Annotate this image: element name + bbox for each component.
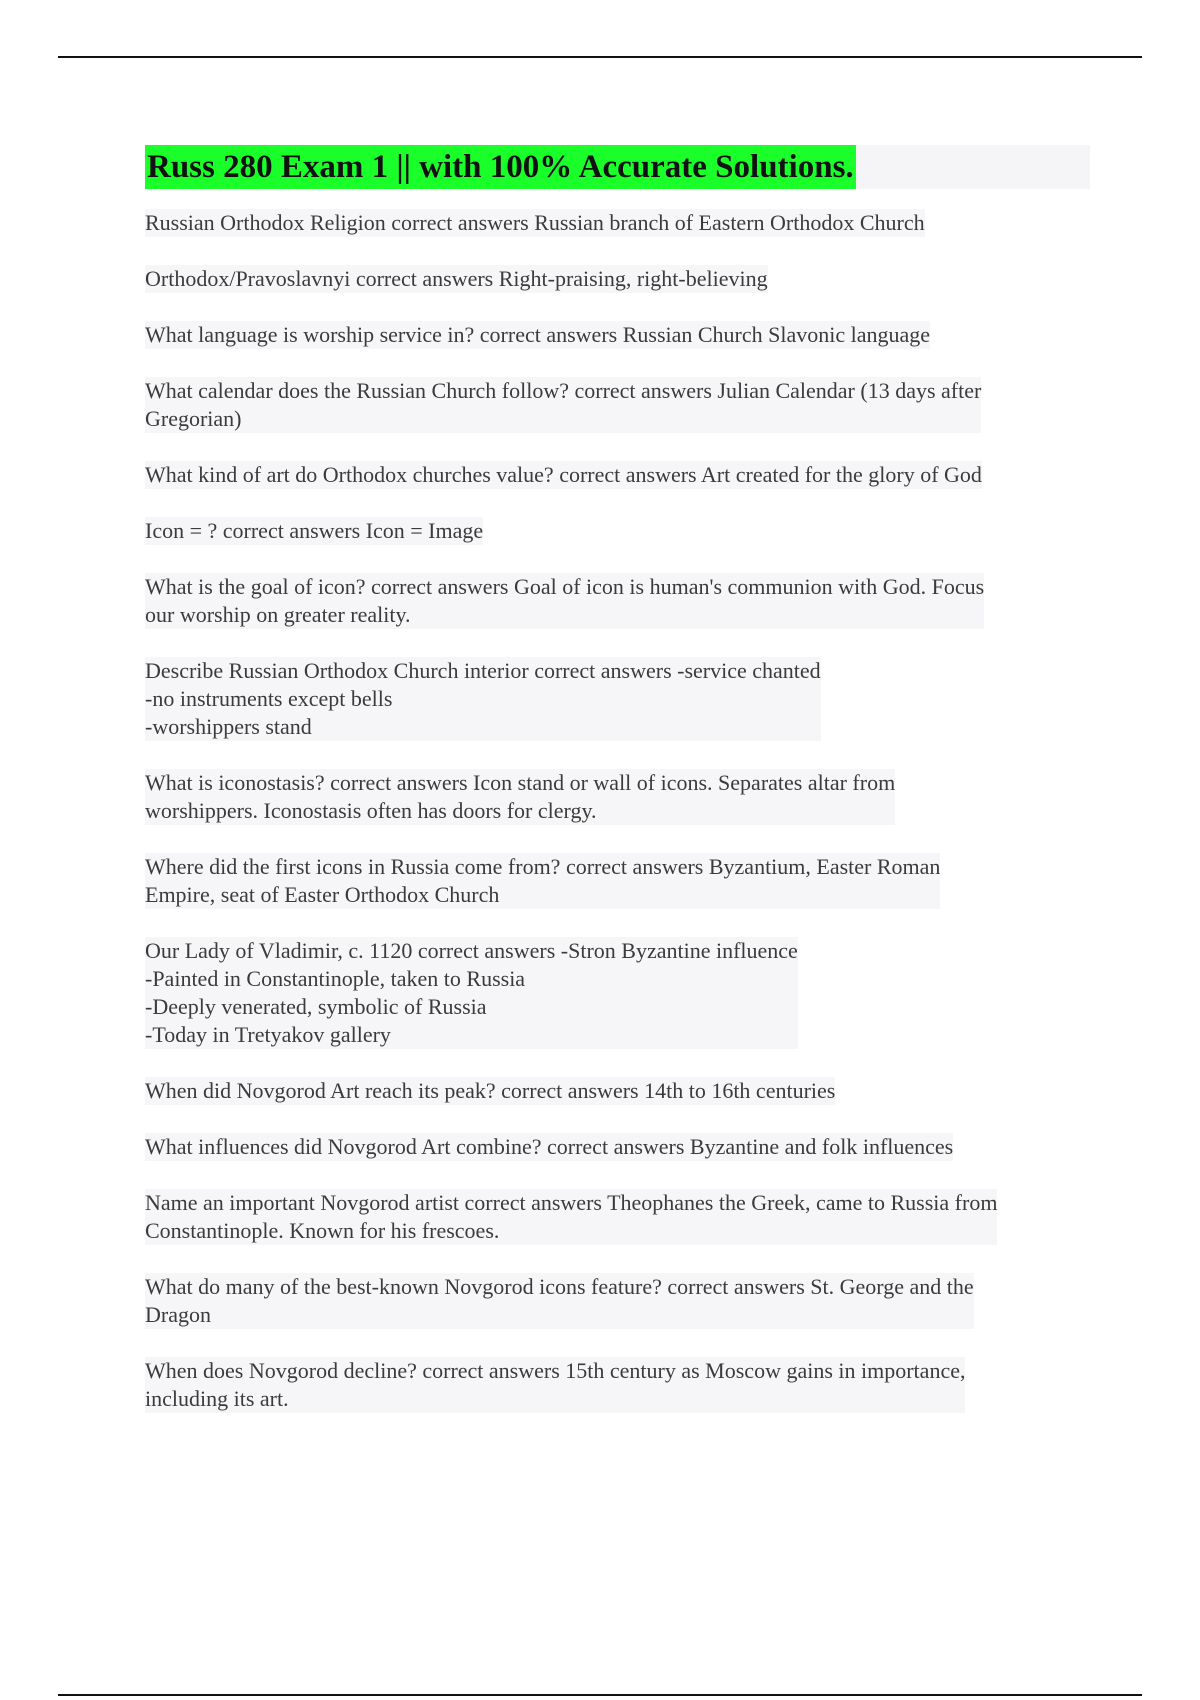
qa-text-block	[145, 1357, 965, 1413]
qa-text-block	[145, 517, 483, 545]
qa-text-block	[145, 657, 821, 741]
qa-line: Icon = ? correct answers Icon = Image	[145, 518, 484, 543]
title-bar	[145, 145, 1090, 189]
qa-entry	[145, 377, 1090, 461]
qa-line: When does Novgorod decline? correct answers 15th century as Moscow gains in importance,	[145, 1358, 966, 1383]
page-bottom-rule	[58, 1694, 1142, 1696]
qa-entry	[145, 209, 1090, 265]
qa-entry	[145, 1189, 1090, 1273]
qa-text-block	[145, 377, 981, 433]
qa-entry	[145, 321, 1090, 377]
qa-text-block	[145, 1133, 953, 1161]
qa-text-block	[145, 573, 984, 629]
qa-text-block	[145, 937, 798, 1049]
qa-entry	[145, 517, 1090, 573]
qa-line: -Today in Tretyakov gallery	[145, 1022, 391, 1047]
qa-text-block	[145, 1077, 835, 1105]
qa-line: Constantinople. Known for his frescoes.	[145, 1218, 500, 1243]
document-body	[145, 145, 1090, 1441]
qa-line: What influences did Novgorod Art combine? correct answers Byzantine and folk influences	[145, 1134, 954, 1159]
page-top-rule	[58, 56, 1142, 58]
qa-text-block	[145, 769, 895, 825]
qa-line: What do many of the best-known Novgorod icons feature? correct answers St. George and the	[145, 1274, 974, 1299]
qa-text-block	[145, 1189, 997, 1245]
qa-line: Our Lady of Vladimir, c. 1120 correct answers -Stron Byzantine influence	[145, 938, 798, 963]
qa-line: What language is worship service in? correct answers Russian Church Slavonic language	[145, 322, 931, 347]
qa-line: Orthodox/Pravoslavnyi correct answers Right-praising, right-believing	[145, 266, 768, 291]
qa-line: When did Novgorod Art reach its peak? correct answers 14th to 16th centuries	[145, 1078, 836, 1103]
qa-entry	[145, 1273, 1090, 1357]
qa-line: Name an important Novgorod artist correct answers Theophanes the Greek, came to Russia from	[145, 1190, 998, 1215]
qa-line: including its art.	[145, 1386, 289, 1411]
qa-line: our worship on greater reality.	[145, 602, 411, 627]
qa-entry	[145, 657, 1090, 769]
qa-line: worshippers. Iconostasis often has doors for clergy.	[145, 798, 597, 823]
qa-text-block	[145, 209, 925, 237]
qa-entry	[145, 265, 1090, 321]
document-title: Russ 280 Exam 1 || with 100% Accurate Solutions.	[145, 145, 856, 189]
qa-text-block	[145, 853, 940, 909]
qa-line: -Deeply venerated, symbolic of Russia	[145, 994, 487, 1019]
qa-entry	[145, 461, 1090, 517]
qa-line: What is iconostasis? correct answers Icon stand or wall of icons. Separates altar from	[145, 770, 896, 795]
qa-text-block	[145, 1273, 974, 1329]
qa-line: -worshippers stand	[145, 714, 312, 739]
qa-line: -Painted in Constantinople, taken to Russia	[145, 966, 526, 991]
qa-entry	[145, 1133, 1090, 1189]
qa-text-block	[145, 265, 768, 293]
qa-entry	[145, 937, 1090, 1077]
qa-line: Describe Russian Orthodox Church interior correct answers -service chanted	[145, 658, 821, 683]
qa-line: What calendar does the Russian Church follow? correct answers Julian Calendar (13 days after	[145, 378, 982, 403]
qa-line: Dragon	[145, 1302, 211, 1327]
qa-line: What is the goal of icon? correct answers Goal of icon is human's communion with God. Focus	[145, 574, 985, 599]
qa-entry	[145, 1357, 1090, 1441]
qa-entry	[145, 853, 1090, 937]
qa-line: -no instruments except bells	[145, 686, 393, 711]
qa-line: Where did the first icons in Russia come from? correct answers Byzantium, Easter Roman	[145, 854, 941, 879]
qa-line: Empire, seat of Easter Orthodox Church	[145, 882, 500, 907]
qa-entry	[145, 1077, 1090, 1133]
qa-line: Gregorian)	[145, 406, 242, 431]
qa-entry	[145, 573, 1090, 657]
qa-line: Russian Orthodox Religion correct answers Russian branch of Eastern Orthodox Church	[145, 210, 925, 235]
qa-text-block	[145, 461, 982, 489]
qa-entry	[145, 769, 1090, 853]
qa-line: What kind of art do Orthodox churches value? correct answers Art created for the glory of God	[145, 462, 982, 487]
qa-text-block	[145, 321, 930, 349]
qa-list	[145, 209, 1090, 1441]
